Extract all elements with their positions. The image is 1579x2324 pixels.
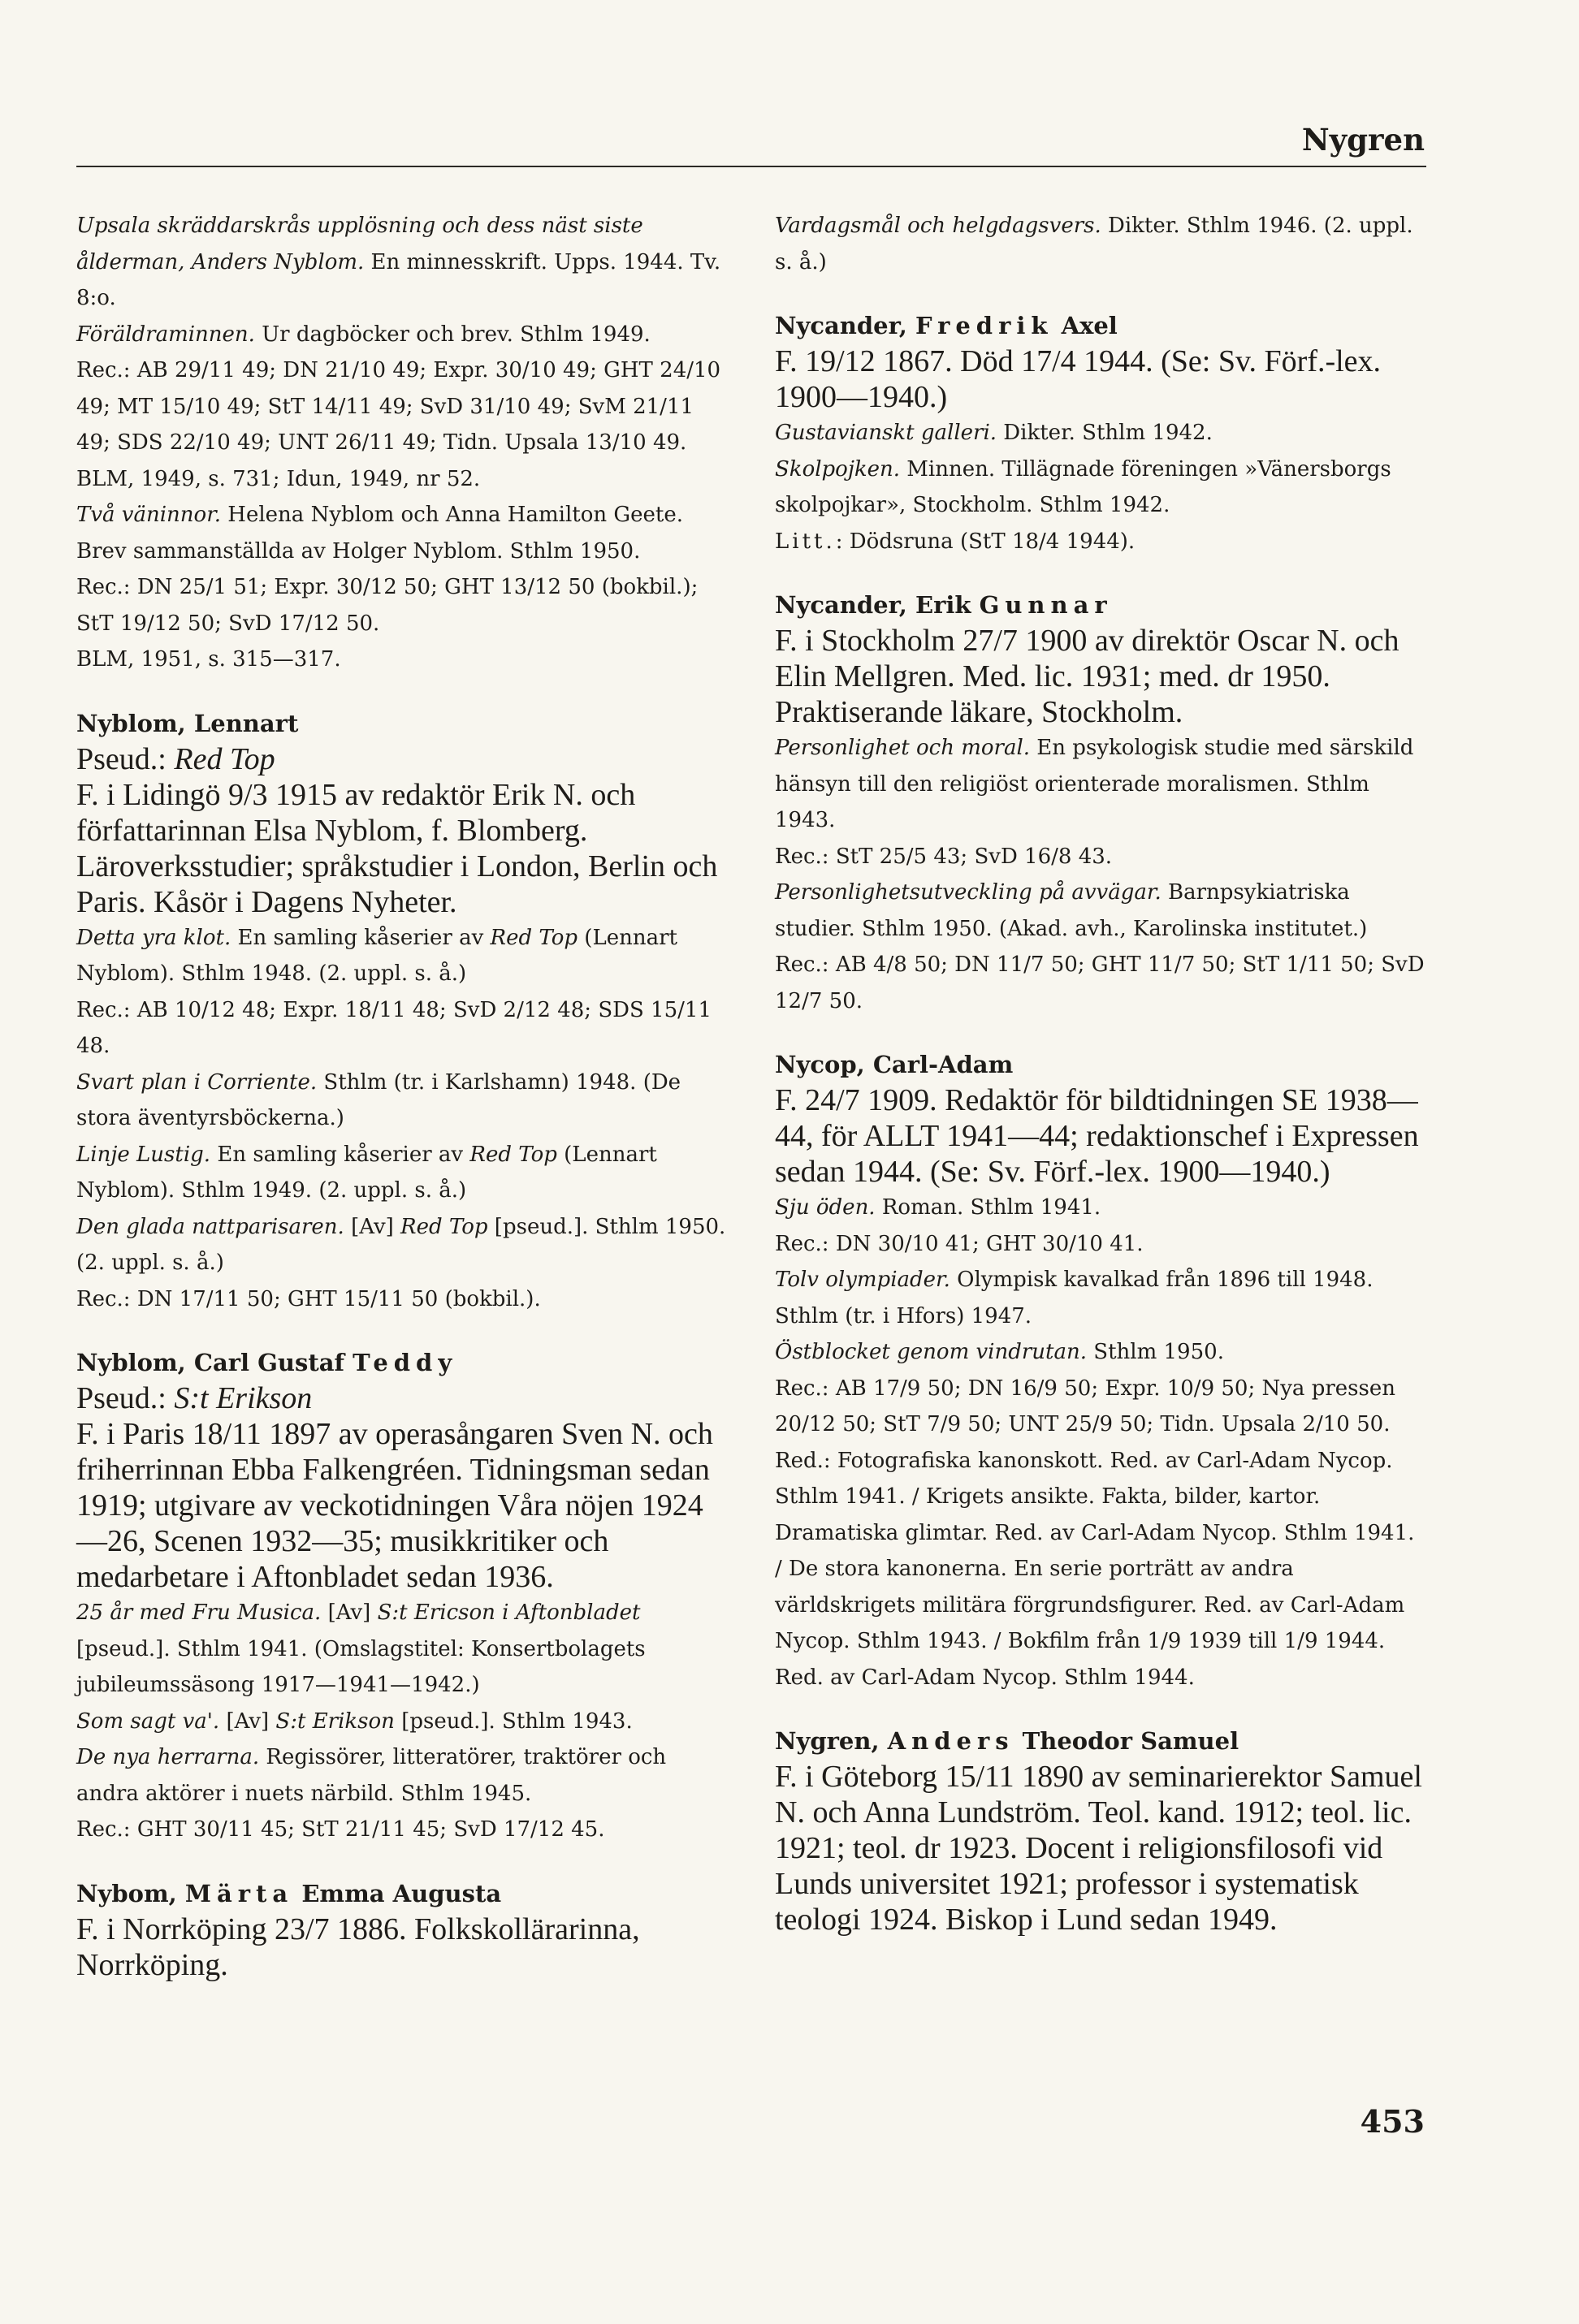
edited-works: Red.: Fotografiska kanonskott. Red. av Carl-Adam Nycop. Sthlm 1941. / Krigets ansikte. Fakta, bilder, kartor. Dramatiska glimtar. Red. av Carl-Adam Nycop. Sthlm 1941. / De stora kanonerna. En serie porträtt av andra världskrigets militära förgrundsfigurer. Red. av Carl-Adam Nycop. Sthlm 1943. / Bokfilm från 1/9 1939 till 1/9 1944. Red. av Carl-Adam Nycop. Sthlm 1944.	[775, 1448, 1415, 1690]
work	[775, 451, 1425, 524]
work-details: [Av]	[344, 1214, 401, 1239]
entry-nyblom-continued	[775, 208, 1425, 280]
entry-nyblom-carl	[76, 1345, 726, 1848]
pseudonym-label: Pseud.:	[76, 741, 175, 776]
entry-nycop	[775, 1047, 1425, 1695]
work-title: 25 år med Fru Musica.	[76, 1600, 322, 1625]
work-author: Red Top	[490, 925, 578, 950]
entry-name-text: Emma Augusta	[293, 1879, 502, 1907]
work-title: Vardagsmål och helgdagsvers.	[775, 214, 1101, 238]
biography: F. 24/7 1909. Redaktör för bildtidningen SE 1938—44, för ALLT 1941—44; redaktionschef i Expressen sedan 1944. (Se: Sv. Förf.-lex. 1900—1940.)	[775, 1083, 1419, 1189]
biography: F. 19/12 1867. Död 17/4 1944. (Se: Sv. Förf.-lex. 1900—1940.)	[775, 344, 1382, 414]
entry-name-called: Fredrik	[915, 312, 1053, 339]
work-details: Regissörer, litteratörer, traktörer och andra aktörer i nuets närbild. Sthlm 1945.	[76, 1745, 667, 1806]
pseudonym	[76, 1380, 726, 1416]
pseudonym-value: Red Top	[174, 741, 275, 776]
work-details: Dikter. Sthlm 1946. (2. uppl. s. å.)	[775, 214, 1413, 274]
work-details: [pseud.]. Sthlm 1950. (2. uppl. s. å.)	[76, 1214, 726, 1275]
work-title: Som sagt va'.	[76, 1708, 220, 1734]
work-title: Skolpojken.	[775, 456, 901, 482]
biography: F. i Stockholm 27/7 1900 av direktör Oscar N. och Elin Mellgren. Med. lic. 1931; med. dr 1950. Praktiserande läkare, Stockholm.	[775, 624, 1399, 729]
entry-name-text: Nygren,	[775, 1727, 888, 1755]
work	[76, 497, 726, 569]
work-details: [pseud.]. Sthlm 1943.	[394, 1708, 633, 1734]
entry-nyblom-lennart	[76, 706, 726, 1318]
right-column	[775, 208, 1425, 1965]
entry-nybom	[76, 1876, 726, 1983]
entry-name	[76, 1345, 726, 1380]
entry-nycander-fredrik	[775, 308, 1425, 559]
entry-name: Nyblom, Lennart	[76, 709, 299, 737]
entry-nygren	[775, 1723, 1425, 1937]
work	[775, 875, 1425, 947]
work	[76, 317, 726, 353]
work-details: En psykologisk studie med särskild hänsyn till den religiöst orienterade moralismen. Sthlm 1943.	[775, 736, 1414, 832]
work-title: Föräldraminnen.	[76, 322, 255, 347]
entry-name-text: Nyblom, Carl Gustaf	[76, 1349, 353, 1376]
work-details: Sthlm 1950.	[1087, 1340, 1224, 1364]
literature-ref: BLM, 1949, s. 731; Idun, 1949, nr 52.	[76, 466, 481, 491]
work-title: Den glada nattparisaren.	[76, 1214, 344, 1239]
work-details: Minnen. Tillägnade föreningen »Vänersborgs skolpojkar», Stockholm. Sthlm 1942.	[775, 456, 1391, 517]
reviews: Rec.: AB 29/11 49; DN 21/10 49; Expr. 30/10 49; GHT 24/10 49; MT 15/10 49; StT 14/11 49; SvD 31/10 49; SvM 21/11 49; SDS 22/10 49; UNT 26/11 49; Tidn. Upsala 13/10 49.	[76, 358, 721, 455]
reviews: Rec.: DN 17/11 50; GHT 15/11 50 (bokbil.).	[76, 1286, 541, 1311]
work-author: S:t Ericson i Aftonbladet	[377, 1600, 641, 1625]
work-details: En samling kåserier av	[210, 1142, 470, 1167]
literature-ref	[775, 524, 1425, 560]
work-title: De nya herrarna.	[76, 1745, 260, 1769]
entry-nyblom-anders-continued	[76, 208, 726, 678]
work	[775, 1262, 1425, 1334]
entry-name-text: Axel	[1053, 312, 1118, 339]
work-title: Personlighetsutveckling på avvägar.	[775, 880, 1162, 905]
left-column	[76, 208, 726, 2011]
work	[775, 730, 1425, 839]
work	[775, 208, 1425, 280]
work	[76, 1065, 726, 1137]
entry-name	[775, 308, 1425, 343]
work	[76, 920, 726, 992]
work-details: Olympisk kavalkad från 1896 till 1948. Sthlm (tr. i Hfors) 1947.	[775, 1268, 1374, 1328]
work-details: [pseud.]. Sthlm 1941. (Omslagstitel: Konsertbolagets jubileumssäsong 1917—1941—1942.)	[76, 1636, 646, 1697]
work	[76, 1209, 726, 1281]
work-details: (Lennart Nyblom). Sthlm 1949. (2. uppl. s. å.)	[76, 1142, 657, 1203]
entry-nycander-erik	[775, 587, 1425, 1019]
biography: F. i Lidingö 9/3 1915 av redaktör Erik N. och författarinnan Elsa Nyblom, f. Blomberg. Läroverksstudier; språkstudier i London, Berlin och Paris. Kåsör i Dagens Nyheter.	[76, 777, 718, 919]
work-details: Dikter. Sthlm 1942.	[997, 421, 1213, 445]
reviews: Rec.: AB 17/9 50; DN 16/9 50; Expr. 10/9 50; Nya pressen 20/12 50; StT 7/9 50; UNT 25/9 50; Tidn. Upsala 2/10 50.	[775, 1376, 1395, 1436]
work	[775, 415, 1425, 451]
work-title: Tolv olympiader.	[775, 1268, 950, 1292]
work	[76, 1704, 726, 1740]
biography: F. i Norrköping 23/7 1886. Folkskollärarinna, Norrköping.	[76, 1911, 640, 1982]
pseudonym	[76, 741, 726, 777]
entry-name-text: Theodor Samuel	[1014, 1727, 1239, 1755]
work-title: Östblocket genom vindrutan.	[775, 1340, 1088, 1364]
work	[76, 1739, 726, 1812]
entry-name-text: Nycander,	[775, 312, 915, 339]
entry-name-called: Anders	[887, 1727, 1014, 1755]
work-details: Ur dagböcker och brev. Sthlm 1949.	[254, 322, 651, 347]
reviews: Rec.: GHT 30/11 45; StT 21/11 45; SvD 17/12 45.	[76, 1817, 605, 1842]
work-title: Gustavianskt galleri.	[775, 421, 997, 445]
work-details: En minnesskrift. Upps. 1944. Tv. 8:o.	[76, 249, 721, 310]
running-head: Nygren	[1301, 122, 1425, 158]
reviews: Rec.: AB 10/12 48; Expr. 18/11 48; SvD 2/12 48; SDS 15/11 48.	[76, 997, 712, 1058]
work-title: Upsala skräddarskrås upplösning och dess näst siste ålderman, Anders Nyblom.	[76, 214, 643, 274]
work-details: Barnpsykiatriska studier. Sthlm 1950. (Akad. avh., Karolinska institutet.)	[775, 880, 1368, 941]
entry-name: Nycop, Carl-Adam	[775, 1051, 1014, 1078]
work-title: Två väninnor.	[76, 503, 222, 527]
biography: F. i Göteborg 15/11 1890 av seminarierektor Samuel N. och Anna Lundström. Teol. kand. 1912; teol. lic. 1921; teol. dr 1923. Docent i religionsfilosofi vid Lunds universitet 1921; professor i systematisk teologi 1924. Biskop i Lund sedan 1949.	[775, 1760, 1422, 1937]
work-title: Linje Lustig.	[76, 1142, 211, 1167]
entry-name-text: Nycander, Erik	[775, 591, 980, 619]
biography: F. i Paris 18/11 1897 av operasångaren Sven N. och friherrinnan Ebba Falkengréen. Tidningsman sedan 1919; utgivare av veckotidningen Våra nöjen 1924—26, Scenen 1932—35; musikkritiker och medarbetare i Aftonbladet sedan 1936.	[76, 1417, 713, 1594]
entry-name-text: Nybom,	[76, 1879, 185, 1907]
header-rule	[76, 166, 1426, 167]
work-title: Detta yra klot.	[76, 925, 231, 950]
work	[775, 1190, 1425, 1226]
literature-ref: BLM, 1951, s. 315—317.	[76, 647, 341, 672]
work-details: Sthlm (tr. i Karlshamn) 1948. (De stora äventyrsböckerna.)	[76, 1069, 681, 1130]
work	[76, 208, 726, 317]
entry-name-called: Gunnar	[979, 591, 1113, 619]
work-author: S:t Erikson	[275, 1708, 395, 1734]
work	[76, 1595, 726, 1704]
work-title: Sju öden.	[775, 1195, 876, 1220]
reviews: Rec.: DN 30/10 41; GHT 30/10 41.	[775, 1231, 1144, 1256]
work-details: Roman. Sthlm 1941.	[875, 1195, 1101, 1220]
work	[775, 1334, 1425, 1371]
entry-name	[76, 1876, 726, 1911]
pseudonym-label: Pseud.:	[76, 1381, 175, 1415]
work-title: Personlighet och moral.	[775, 736, 1031, 760]
reviews: Rec.: DN 25/1 51; Expr. 30/12 50; GHT 13/12 50 (bokbil.); StT 19/12 50; SvD 17/12 50.	[76, 575, 699, 636]
work-details: En samling kåserier av	[231, 925, 491, 950]
work-details: (Lennart Nyblom). Sthlm 1948. (2. uppl. s. å.)	[76, 925, 677, 986]
work	[76, 1137, 726, 1209]
pseudonym-value: S:t Erikson	[174, 1381, 313, 1415]
work-author: Red Top	[400, 1214, 488, 1239]
page-number: 453	[1360, 2103, 1425, 2140]
reviews: Rec.: AB 4/8 50; DN 11/7 50; GHT 11/7 50; StT 1/11 50; SvD 12/7 50.	[775, 952, 1425, 1013]
literature-label: Litt.	[775, 529, 836, 554]
work-title: Svart plan i Corriente.	[76, 1069, 318, 1095]
work-details: [Av]	[321, 1600, 378, 1625]
entry-name	[775, 1723, 1425, 1759]
work-details: Helena Nyblom och Anna Hamilton Geete. Brev sammanställda av Holger Nyblom. Sthlm 1950.	[76, 503, 684, 564]
work-author: Red Top	[469, 1142, 557, 1167]
entry-name	[775, 587, 1425, 623]
literature-text: : Dödsruna (StT 18/4 1944).	[835, 529, 1136, 554]
reviews: Rec.: StT 25/5 43; SvD 16/8 43.	[775, 844, 1113, 869]
entry-name-called: Märta	[184, 1879, 294, 1907]
work-details: [Av]	[219, 1708, 276, 1734]
entry-name-called: Teddy	[353, 1349, 458, 1376]
